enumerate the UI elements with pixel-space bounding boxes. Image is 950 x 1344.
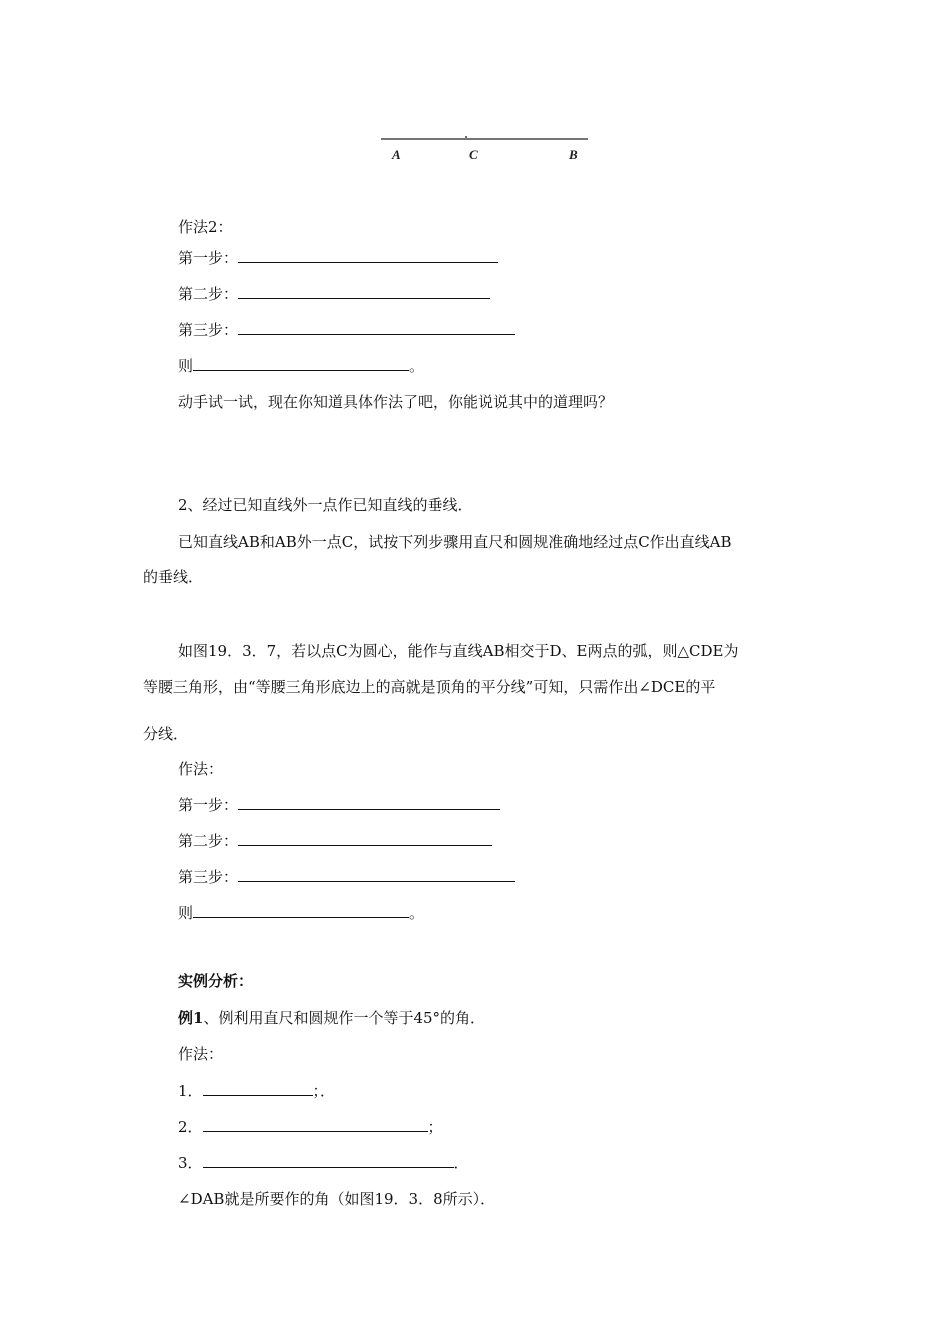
item-1	[178, 1080, 335, 1101]
then-end: 。	[409, 904, 425, 922]
explanation-line-3: 分线．	[143, 725, 189, 743]
then-label: 则	[178, 904, 194, 922]
example-1	[178, 1007, 485, 1028]
item-number: 2．	[178, 1118, 203, 1136]
item-end: ；	[427, 1118, 443, 1136]
label-b: B	[569, 147, 578, 162]
given-text-line-1: 已知直线AB和AB外一点C，试按下列步骤用直尺和圆规准确地经过点C作出直线AB	[178, 533, 732, 551]
try-it-text: 动手试一试，现在你知道具体作法了吧，你能说说其中的道理吗？	[178, 393, 614, 411]
section-2-heading: 2、经过已知直线外一点作已知直线的垂线．	[178, 496, 473, 514]
answer-blank[interactable]	[238, 248, 498, 263]
case-analysis-heading: 实例分析：	[178, 972, 254, 990]
method-title-3: 作法：	[178, 1045, 224, 1063]
item-number: 1．	[178, 1082, 203, 1100]
explanation-line-1: 如图19．3．7，若以点C为圆心，能作与直线AB相交于D、E两点的弧，则△CDE为	[178, 642, 739, 660]
answer-blank[interactable]	[203, 1117, 428, 1132]
step-label: 第三步：	[178, 868, 239, 886]
s1-step-2	[178, 283, 490, 304]
label-c: C	[469, 147, 478, 162]
example-label: 例1	[178, 1009, 204, 1027]
answer-blank[interactable]	[193, 903, 409, 918]
label-a: A	[392, 147, 401, 162]
s2-step-3	[178, 866, 515, 887]
method-2-title: 作法2：	[178, 218, 233, 236]
step-label: 第二步：	[178, 832, 239, 850]
explanation-line-2: 等腰三角形，由“等腰三角形底边上的高就是顶角的平分线”可知，只需作出∠DCE的平	[143, 678, 716, 696]
s2-then	[178, 902, 424, 923]
item-3	[178, 1152, 469, 1173]
answer-blank[interactable]	[238, 284, 490, 299]
conclusion-text: ∠DAB就是所要作的角（如图19．3．8所示）．	[178, 1190, 496, 1208]
then-label: 则	[178, 357, 194, 375]
step-label: 第三步：	[178, 321, 239, 339]
step-label: 第二步：	[178, 285, 239, 303]
point-c-dot	[465, 136, 467, 138]
then-end: 。	[409, 357, 425, 375]
step-label: 第一步：	[178, 796, 239, 814]
answer-blank[interactable]	[203, 1081, 313, 1096]
item-number: 3．	[178, 1154, 203, 1172]
answer-blank[interactable]	[238, 320, 515, 335]
line-segment-figure	[378, 130, 593, 170]
answer-blank[interactable]	[238, 867, 515, 882]
answer-blank[interactable]	[238, 795, 500, 810]
method-title: 作法：	[178, 760, 224, 778]
s1-step-3	[178, 319, 515, 340]
example-text: 、例利用直尺和圆规作一个等于45°的角．	[203, 1009, 486, 1027]
s1-then	[178, 355, 424, 376]
step-label: 第一步：	[178, 249, 239, 267]
answer-blank[interactable]	[238, 831, 492, 846]
item-2	[178, 1116, 443, 1137]
item-end: ．	[453, 1154, 469, 1172]
given-text-line-2: 的垂线．	[143, 568, 204, 586]
s2-step-1	[178, 794, 500, 815]
item-end: ；．	[312, 1082, 336, 1100]
answer-blank[interactable]	[193, 356, 409, 371]
answer-blank[interactable]	[203, 1153, 454, 1168]
s2-step-2	[178, 830, 492, 851]
s1-step-1	[178, 247, 498, 268]
